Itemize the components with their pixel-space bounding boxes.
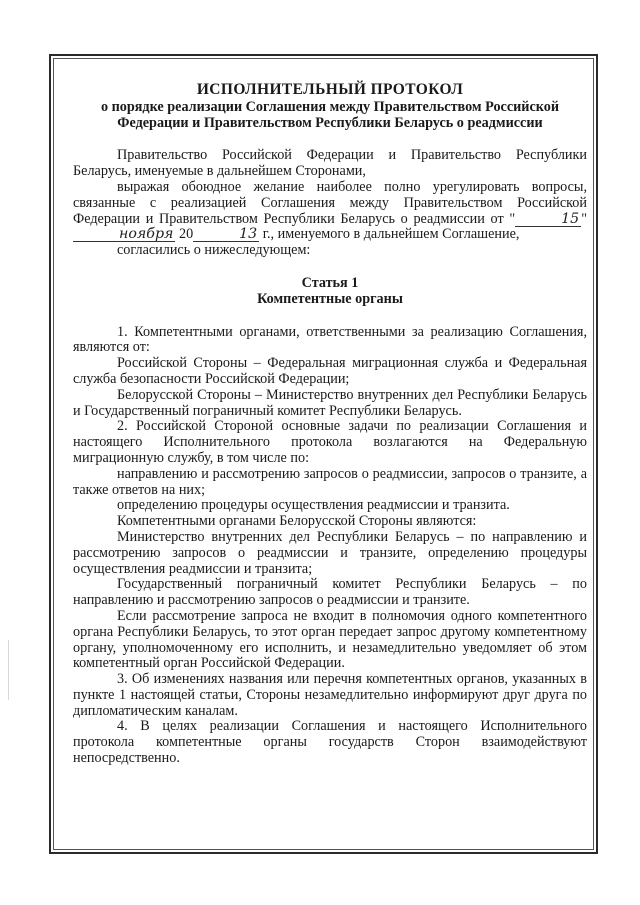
article-paragraph: Белорусской Стороны – Министерство внутренних дел Республики Беларусь и Государственный пограничный комитет Республики Беларусь. — [73, 386, 587, 419]
date-quote: " — [581, 210, 587, 227]
article-paragraph: Если рассмотрение запроса не входит в полномочия одного компетентного органа Республики Беларусь, то этот орган передает запрос другому компетентному органу, уполномоченному его исполнить, и незамедлительно уведомляет об этом компетентный орган Российской Федерации. — [73, 607, 587, 672]
handwritten-date-day: 15 — [515, 212, 581, 227]
article-paragraph: определению процедуры осуществления реадмиссии и транзита. — [117, 497, 510, 514]
date-century: 20 — [175, 226, 194, 243]
article-paragraph: Министерство внутренних дел Республики Беларусь – по направлению и рассмотрению запросов о реадмиссии и транзите, определению процедуры осуществления реадмиссии и транзита; — [73, 528, 587, 577]
preamble-paragraph-2 — [73, 180, 587, 243]
handwritten-date-year: 13 — [193, 227, 259, 242]
scan-artifact-line — [8, 640, 9, 700]
document-subtitle-line2: Федерации и Правительством Республики Беларусь о реадмиссии — [117, 114, 543, 131]
article-paragraph: Российской Стороны – Федеральная миграционная служба и Федеральная служба безопасности Российской Федерации; — [73, 355, 587, 387]
article-paragraph: направлению и рассмотрению запросов о реадмиссии, запросов о транзите, а также ответов на них; — [73, 465, 587, 498]
handwritten-date-month: ноября — [73, 227, 175, 242]
article-paragraph: 4. В целях реализации Соглашения и настоящего Исполнительного протокола компетентные органы государств Сторон взаимодействуют непосредственно. — [73, 718, 587, 767]
document-subtitle-line1: о порядке реализации Соглашения между Правительством Российской — [100, 98, 560, 115]
article-heading: Компетентные органы — [257, 290, 403, 307]
date-suffix: г., именуемого в дальнейшем Соглашение, — [259, 226, 520, 243]
article-paragraph: 1. Компетентными органами, ответственными за реализацию Соглашения, являются от: — [73, 323, 587, 356]
article-number: Статья 1 — [301, 274, 359, 291]
document-title: ИСПОЛНИТЕЛЬНЫЙ ПРОТОКОЛ — [196, 81, 464, 98]
article-paragraph: Государственный пограничный комитет Республики Беларусь – по направлению и рассмотрению запросов о реадмиссии и транзите. — [73, 576, 587, 609]
article-paragraph: Компетентными органами Белорусской Стороны являются: — [117, 513, 477, 530]
preamble-paragraph-3: согласились о нижеследующем: — [117, 242, 311, 259]
article-paragraph: 2. Российской Стороной основные задачи по реализации Соглашения и настоящего Исполнительного протокола возлагаются на Федеральную миграционную службу, в том числе по: — [73, 418, 587, 466]
document-body — [73, 82, 587, 767]
preamble-paragraph-1: Правительство Российской Федерации и Правительство Республики Беларусь, именуемые в дальнейшем Сторонами, — [73, 147, 587, 180]
preamble-text: выражая обоюдное желание наиболее полно урегулировать вопросы, связанные с реализацией Соглашения между Правительством Российской Федерации и Правительством Республики Беларусь о реадмиссии от " — [73, 178, 587, 227]
article-paragraph: 3. Об изменениях названия или перечня компетентных органов, указанных в пункте 1 настоящей статьи, Стороны незамедлительно информируют друг друга по дипломатическим каналам. — [73, 671, 587, 719]
